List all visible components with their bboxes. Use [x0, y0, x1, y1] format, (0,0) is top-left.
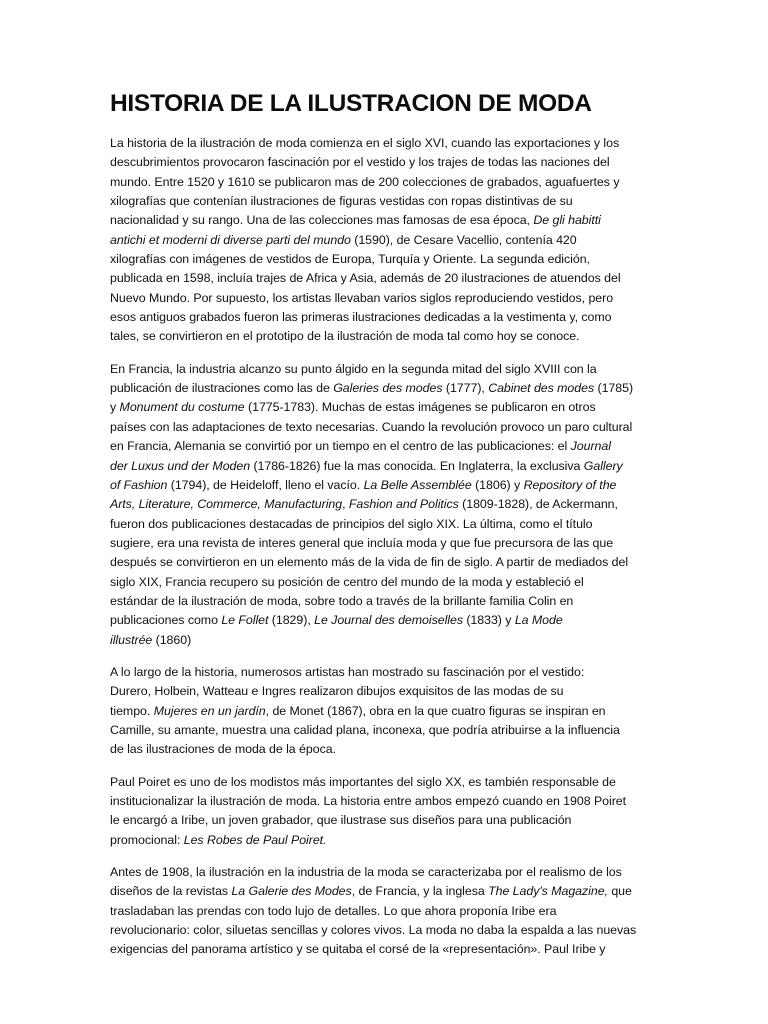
text-segment: (1786-1826) fue la mas conocida. En Inglaterra, la exclusiva: [250, 458, 584, 473]
italic-title-text: Galeries des modes: [333, 381, 443, 396]
text-line: [110, 611, 660, 630]
text-line: [110, 663, 660, 682]
italic-title-text: Le Follet: [221, 613, 269, 628]
text-line: [110, 811, 660, 830]
text-segment: revolucionario: color, siluetas sencillas y colores vivos. La moda no daba la espalda a las nuevas: [110, 923, 637, 938]
text-segment: publicaciones como: [110, 613, 222, 628]
italic-title-text: De gli habitti: [533, 213, 601, 228]
text-segment: (1794), de Heideloff, lleno el vacío.: [167, 477, 364, 492]
text-segment: descubrimientos provocaron fascinación por el vestido y los trajes de todas las naciones del: [110, 155, 610, 170]
paragraph: [110, 773, 660, 850]
text-line: [110, 940, 660, 959]
text-segment: nacionalidad y su rango. Una de las colecciones mas famosas de esa época,: [110, 213, 534, 228]
italic-title-text: Arts, Literature, Commerce, Manufacturing: [110, 497, 343, 512]
text-segment: En Francia, la industria alcanzo su punto álgido en la segunda mitad del siglo XVIII con la: [110, 361, 597, 376]
text-segment: y: [110, 400, 120, 415]
text-segment: mundo. Entre 1520 y 1610 se publicaron mas de 200 colecciones de grabados, aguafuertes y: [110, 174, 620, 189]
text-segment: (1777),: [442, 381, 489, 396]
text-segment: publicación de ilustraciones como las de: [110, 381, 334, 396]
text-line: [110, 921, 660, 940]
text-segment: esos antiguos grabados fueron las primeras ilustraciones dedicadas a la vestimenta y, como: [110, 310, 612, 325]
text-line: [110, 863, 660, 882]
italic-title-text: Gallery: [583, 458, 623, 473]
text-line: [110, 515, 660, 534]
text-line: [110, 792, 660, 811]
text-segment: (1785): [594, 381, 634, 396]
text-line: [110, 308, 660, 327]
text-line: [110, 721, 660, 740]
text-line: [110, 831, 660, 850]
text-segment: Durero, Holbein, Watteau e Ingres realizaron dibujos exquisitos de las modas de su: [110, 684, 564, 699]
text-segment: promocional:: [110, 832, 184, 847]
text-line: [110, 398, 660, 417]
text-line: [110, 153, 660, 172]
italic-title-text: Journal: [570, 439, 611, 454]
text-line: [110, 476, 660, 495]
text-segment: (1860): [152, 632, 192, 647]
paragraph: [110, 863, 660, 960]
text-line: [110, 134, 660, 153]
text-segment: (1809-1828), de Ackermann,: [458, 497, 618, 512]
text-segment: exigencias del panorama artístico y se quitaba el corsé de la «representación». Paul Iribe y: [110, 942, 606, 957]
text-line: [110, 231, 660, 250]
italic-title-text: The Lady's Magazine,: [488, 884, 608, 899]
text-segment: siglo XIX, Francia recupero su posición de centro del mundo de la moda y estableció el: [110, 574, 584, 589]
text-segment: A lo largo de la historia, numerosos artistas han mostrado su fascinación por el vestido:: [110, 664, 585, 679]
italic-title-text: Fashion and Politics: [348, 497, 459, 512]
text-segment: Paul Poiret es uno de los modistos más importantes del siglo XX, es también responsable de: [110, 774, 616, 789]
text-segment: que: [607, 884, 632, 899]
text-line: [110, 418, 660, 437]
text-line: [110, 702, 660, 721]
text-segment: (1590), de Cesare Vacellio, contenía 420: [350, 232, 577, 247]
text-line: [110, 553, 660, 572]
text-segment: (1833) y: [462, 613, 515, 628]
text-segment: , de Francia, y la inglesa: [351, 884, 489, 899]
text-segment: estándar de la ilustración de moda, sobre todo a través de la brillante familia Colin en: [110, 593, 574, 608]
text-line: [110, 592, 660, 611]
text-segment: después se convirtieron en un elemento más de la vida de fin de siglo. A partir de mediados del: [110, 555, 629, 570]
text-line: [110, 250, 660, 269]
document-page: [110, 88, 660, 973]
text-line: [110, 534, 660, 553]
italic-title-text: La Belle Assemblée: [363, 477, 472, 492]
text-line: [110, 269, 660, 288]
italic-title-text: Les Robes de Paul Poiret.: [183, 832, 327, 847]
text-segment: sugiere, era una revista de interes general que incluía moda y que fue precursora de las que: [110, 535, 614, 550]
text-segment: tales, se convirtieron en el prototipo de la ilustración de moda tal como hoy se conoce.: [110, 329, 580, 344]
paragraph: [110, 663, 660, 760]
text-line: [110, 740, 660, 759]
italic-title-text: Cabinet des modes: [488, 381, 595, 396]
text-line: [110, 327, 660, 346]
text-segment: Nuevo Mundo. Por supuesto, los artistas llevaban varios siglos reproduciendo vestidos, pero: [110, 290, 614, 305]
text-line: [110, 360, 660, 379]
italic-title-text: of Fashion: [110, 477, 168, 492]
text-segment: (1829),: [268, 613, 315, 628]
text-segment: tiempo.: [110, 703, 154, 718]
text-segment: le encargó a Iribe, un joven grabador, que ilustrase sus diseños para una publicación: [110, 813, 572, 828]
italic-title-text: Monument du costume: [119, 400, 245, 415]
text-segment: países con las adaptaciones de texto necesarias. Cuando la revolución provoco un paro cultural: [110, 419, 633, 434]
text-segment: Antes de 1908, la ilustración en la industria de la moda se caracterizaba por el realismo de los: [110, 865, 622, 880]
text-line: [110, 495, 660, 514]
text-segment: (1775-1783). Muchas de estas imágenes se publicaron en otros: [244, 400, 596, 415]
text-segment: de las ilustraciones de moda de la época.: [110, 742, 336, 757]
document-body: [110, 134, 660, 960]
text-segment: ,: [342, 497, 349, 512]
italic-title-text: antichi et moderni di diverse parti del mundo: [110, 232, 351, 247]
text-segment: La historia de la ilustración de moda comienza en el siglo XVI, cuando las exportaciones y los: [110, 136, 620, 150]
text-line: [110, 457, 660, 476]
text-segment: trasladaban las prendas con todo lujo de detalles. Lo que ahora proponía Iribe era: [110, 903, 557, 918]
text-segment: Camille, su amante, muestra una calidad plana, inconexa, que podría atribuirse a la influencia: [110, 722, 620, 737]
italic-title-text: La Galerie des Modes: [231, 884, 352, 899]
text-line: [110, 902, 660, 921]
text-segment: diseños de la revistas: [110, 884, 232, 899]
paragraph: [110, 134, 660, 347]
italic-title-text: La Mode: [514, 613, 563, 628]
text-line: [110, 573, 660, 592]
italic-title-text: der Luxus und der Moden: [110, 458, 251, 473]
text-line: [110, 882, 660, 901]
text-line: [110, 379, 660, 398]
text-segment: (1806) y: [471, 477, 524, 492]
text-line: [110, 437, 660, 456]
text-segment: xilografías con imágenes de vestidos de Europa, Turquía y Oriente. La segunda edición,: [110, 252, 590, 267]
text-line: [110, 211, 660, 230]
text-segment: , de Monet (1867), obra en la que cuatro figuras se inspiran en: [265, 703, 606, 718]
text-line: [110, 631, 660, 650]
text-segment: publicada en 1598, incluía trajes de Africa y Asia, además de 20 ilustraciones de atuendos del: [110, 271, 621, 286]
text-line: [110, 192, 660, 211]
text-segment: fueron dos publicaciones destacadas de principios del siglo XIX. La última, como el título: [110, 516, 593, 531]
text-segment: institucionalizar la ilustración de moda. La historia entre ambos empezó cuando en 1908 Poiret: [110, 794, 627, 808]
italic-title-text: Le Journal des demoiselles: [314, 613, 463, 628]
document-title: HISTORIA DE LA ILUSTRACION DE MODA: [110, 90, 592, 117]
text-line: [110, 173, 660, 192]
text-segment: en Francia, Alemania se convirtió por un tiempo en el centro de las publicaciones: el: [110, 439, 571, 454]
italic-title-text: Mujeres en un jardín: [153, 703, 266, 718]
text-line: [110, 289, 660, 308]
italic-title-text: illustrée: [110, 632, 153, 647]
text-line: [110, 682, 660, 701]
paragraph: [110, 360, 660, 650]
text-segment: xilografías que contenían ilustraciones de figuras vestidas con ropas distintivas de su: [110, 194, 573, 209]
text-line: [110, 773, 660, 792]
italic-title-text: Repository of the: [523, 477, 617, 492]
